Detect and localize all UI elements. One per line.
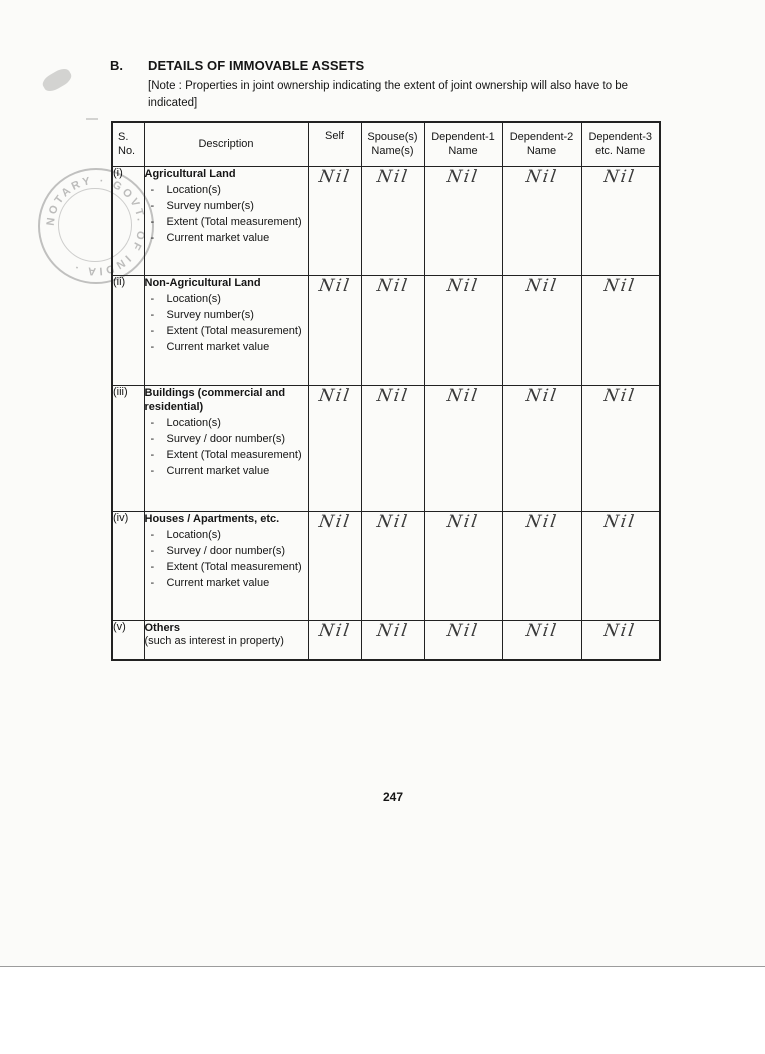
cell-self [308,275,361,385]
row-description [144,385,308,511]
list-item: - Current market value [145,577,308,590]
list-item: - Location(s) [145,293,308,306]
asset-detail-list [145,293,308,354]
page-bottom-margin [0,966,765,1054]
row-sno: (iii) [112,385,144,511]
row-sno: (v) [112,620,144,660]
list-item: - Current market value [145,465,308,478]
cell-self [308,166,361,275]
asset-category: Non-Agricultural Land [144,276,261,289]
table-row [112,275,660,385]
list-item: - Location(s) [145,184,308,197]
asset-category: Agricultural Land [144,167,236,180]
handwritten-value: Nil [375,620,410,641]
cell-spouse [361,385,424,511]
asset-category: Buildings (commercial and residential) [144,386,286,413]
cell-spouse [361,166,424,275]
asset-category: Houses / Apartments, etc. [144,512,280,525]
cell-spouse [361,275,424,385]
handwritten-value: Nil [602,385,638,406]
row-sno: (i) [112,166,144,275]
scan-mark [86,118,98,120]
cell-self [308,620,361,660]
handwritten-value: Nil [317,385,352,406]
cell-dependent-1 [424,620,502,660]
table-row [112,166,660,275]
immovable-assets-table [111,121,661,661]
section-title: DETAILS OF IMMOVABLE ASSETS [148,58,365,73]
handwritten-value: Nil [317,275,352,296]
handwritten-value: Nil [375,275,410,296]
handwritten-value: Nil [317,620,352,641]
list-item: - Survey / door number(s) [145,545,308,558]
page-number: 247 [383,790,404,804]
list-item: - Extent (Total measurement) [145,325,308,338]
cell-dependent-3 [581,511,660,620]
handwritten-value: Nil [524,166,559,187]
handwritten-value: Nil [317,166,352,187]
header-self: Self [308,122,361,166]
cell-self [308,511,361,620]
list-item: - Survey / door number(s) [145,433,308,446]
cell-dependent-2 [502,166,581,275]
handwritten-value: Nil [445,275,481,296]
header-dependent-2: Dependent-2 Name [502,122,581,166]
list-item: - Extent (Total measurement) [145,216,308,229]
row-description [144,166,308,275]
handwritten-value: Nil [602,166,638,187]
header-sno: S. No. [112,122,144,166]
asset-detail-list [145,529,308,590]
cell-dependent-2 [502,385,581,511]
list-item: - Location(s) [145,417,308,430]
asset-category: Others [144,621,180,634]
handwritten-value: Nil [524,385,559,406]
table-row [112,511,660,620]
list-item: - Survey number(s) [145,309,308,322]
list-item: - Extent (Total measurement) [145,561,308,574]
handwritten-value: Nil [602,620,638,641]
list-item: - Extent (Total measurement) [145,449,308,462]
cell-dependent-3 [581,166,660,275]
handwritten-value: Nil [445,620,481,641]
table-row [112,385,660,511]
handwritten-value: Nil [602,275,638,296]
cell-dependent-3 [581,620,660,660]
handwritten-value: Nil [524,620,559,641]
handwritten-value: Nil [445,166,481,187]
cell-dependent-1 [424,511,502,620]
cell-dependent-1 [424,275,502,385]
asset-category-subtitle: (such as interest in property) [144,634,284,647]
cell-dependent-2 [502,511,581,620]
handwritten-value: Nil [375,385,410,406]
row-description [144,275,308,385]
handwritten-value: Nil [445,511,481,532]
asset-detail-list [145,184,308,245]
handwritten-value: Nil [317,511,352,532]
cell-spouse [361,620,424,660]
handwritten-value: Nil [445,385,481,406]
handwritten-value: Nil [524,511,559,532]
table-row [112,620,660,660]
cell-dependent-1 [424,385,502,511]
row-description [144,620,308,660]
handwritten-value: Nil [375,166,410,187]
row-sno: (iv) [112,511,144,620]
cell-self [308,385,361,511]
list-item: - Location(s) [145,529,308,542]
asset-detail-list [145,417,308,478]
list-item: - Survey number(s) [145,200,308,213]
header-description: Description [144,122,308,166]
cell-dependent-3 [581,385,660,511]
cell-dependent-1 [424,166,502,275]
handwritten-value: Nil [602,511,638,532]
list-item: - Current market value [145,341,308,354]
row-description [144,511,308,620]
svg-text:NOTARY · GOVT. OF INDIA ·: NOTARY · GOVT. OF INDIA · [44,174,148,278]
cell-dependent-3 [581,275,660,385]
handwritten-value: Nil [375,511,410,532]
cell-spouse [361,511,424,620]
header-dependent-1: Dependent-1 Name [424,122,502,166]
section-number: B. [110,58,123,73]
section-note: [Note : Properties in joint ownership indicating the extent of joint ownership will also have to be indicated] [148,80,629,109]
cell-dependent-2 [502,275,581,385]
cell-dependent-2 [502,620,581,660]
header-spouse: Spouse(s) Name(s) [361,122,424,166]
table-header-row [112,122,660,166]
handwritten-value: Nil [524,275,559,296]
header-dependent-3: Dependent-3 etc. Name [581,122,660,166]
list-item: - Current market value [145,232,308,245]
row-sno: (ii) [112,275,144,385]
